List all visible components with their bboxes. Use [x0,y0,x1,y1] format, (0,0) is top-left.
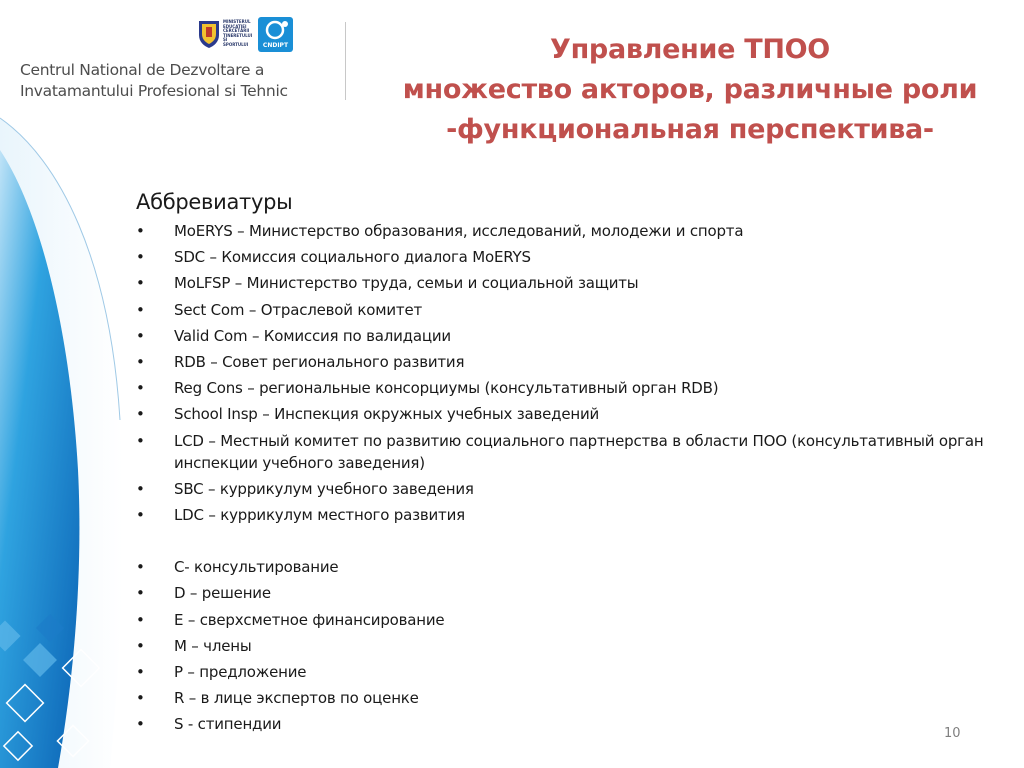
list-item: • MoERYS – Министерство образования, исследований, молодежи и спорта [136,220,996,242]
list-item: • LCD – Местный комитет по развитию социального партнерства в области ПОО (консультативный орган инспекции учебного заведения) [136,430,996,474]
list-item: • C- консультирование [136,556,996,578]
list-item: • Sect Com – Отраслевой комитет [136,299,996,321]
slide-title-line1: Управление ТПОО [550,34,830,65]
list-item: • S - стипендии [136,713,996,735]
list-item: • RDB – Совет регионального развития [136,351,996,373]
list-item: • Valid Com – Комиссия по валидации [136,325,996,347]
list-spacer [136,530,996,552]
list-item: • R – в лице экспертов по оценке [136,687,996,709]
list-item: • D – решение [136,582,996,604]
cndipt-logo [258,17,293,52]
slide-title [370,30,1010,150]
list-item: • SBC – куррикулум учебного заведения [136,478,996,500]
header-logo-area [0,0,345,110]
list-item: • SDC – Комиссия социального диалога MoERYS [136,246,996,268]
organization-name-line2: Invatamantului Profesional si Tehnic [20,82,288,100]
list-item: • School Insp – Инспекция окружных учебных заведений [136,403,996,425]
abbreviations-list [136,220,996,735]
header-divider [345,22,346,100]
list-item: • LDC – куррикулум местного развития [136,504,996,526]
list-item: • E – сверхсметное финансирование [136,609,996,631]
list-item: • P – предложение [136,661,996,683]
slide-title-line2: множество акторов, различные роли [402,74,978,105]
ministry-crest-icon [197,19,221,49]
slide-content [136,186,996,740]
cndipt-logo-label: CNDIPT [262,42,289,49]
slide-title-line3: -функциональная перспектива- [446,114,934,145]
list-item: • M – члены [136,635,996,657]
list-item: • MoLFSP – Министерство труда, семьи и социальной защиты [136,272,996,294]
ministry-logo-text: MINISTERUL EDUCAȚIEI CERCETĂRII TINERETULUI ȘI SPORTULUI [223,19,253,47]
page-number: 10 [944,726,961,741]
abbreviations-heading: Аббревиатуры [136,190,293,214]
list-item: • Reg Cons – региональные консорциумы (консультативный орган RDB) [136,377,996,399]
organization-name-line1: Centrul National de Dezvoltare a [20,61,265,79]
organization-name [20,60,340,102]
